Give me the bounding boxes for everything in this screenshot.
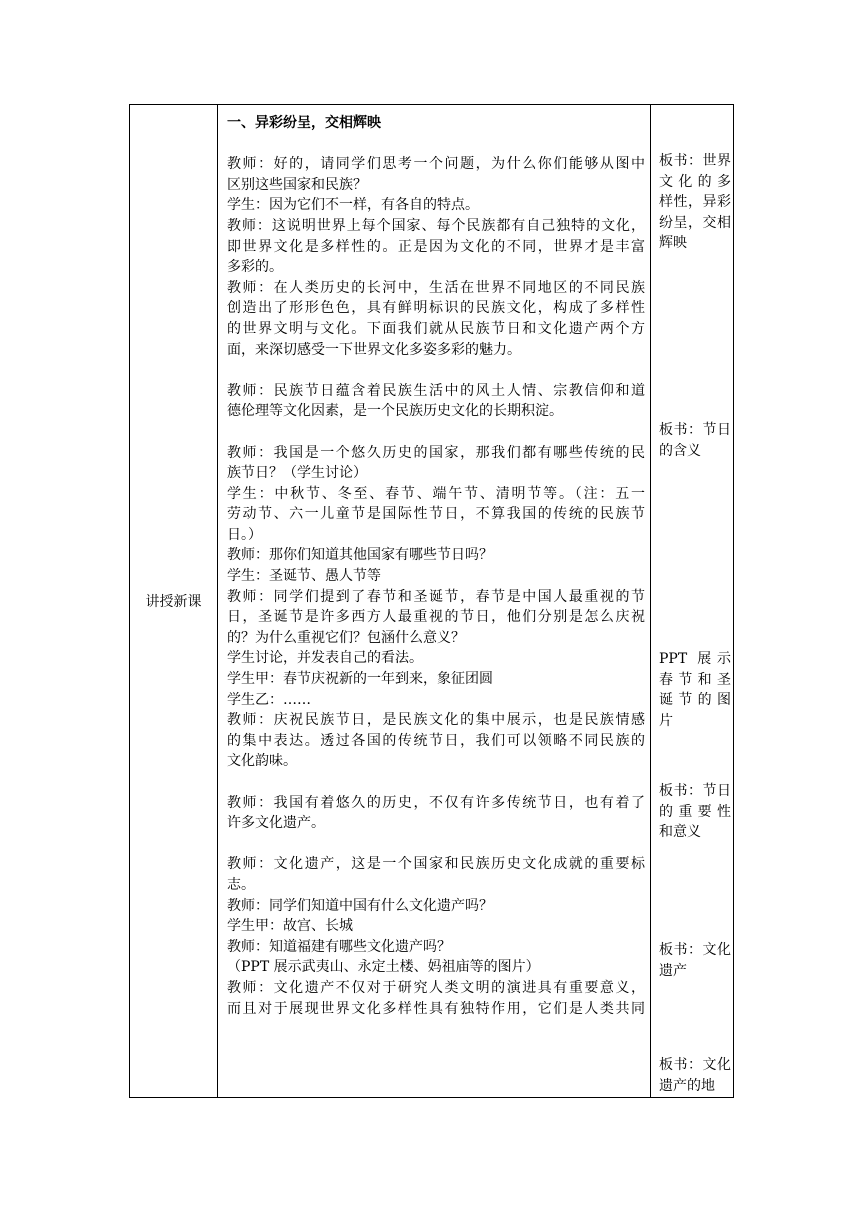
content-line: 创造出了形形色色，具有鲜明标识的民族文化，构成了多样性 bbox=[227, 300, 645, 317]
content-line: 区别这些国家和民族？ bbox=[227, 176, 367, 193]
board-note bbox=[659, 1055, 731, 1096]
content-line: 教师：我国是一个悠久历史的国家，那我们都有哪些传统的民 bbox=[227, 444, 645, 461]
content-line: 学生讨论，并发表自己的看法。 bbox=[227, 650, 423, 667]
board-note-line: 板书：节日 bbox=[659, 783, 731, 799]
board-note-line: 片 bbox=[659, 712, 673, 729]
board-note bbox=[659, 781, 731, 843]
blank-line bbox=[227, 772, 645, 793]
content-line: 学生甲：故宫、长城 bbox=[227, 918, 353, 935]
content-line: 即世界文化是多样性的。正是因为文化的不同，世界才是丰富 bbox=[227, 238, 645, 255]
content-line: 德伦理等文化因素，是一个民族历史文化的长期积淀。 bbox=[227, 403, 563, 420]
content-line: 教师：文化遗产，这是一个国家和民族历史文化成就的重要标 bbox=[227, 856, 645, 873]
blank-line bbox=[227, 834, 645, 855]
board-note-line: 遗产的地 bbox=[659, 1077, 715, 1094]
content-line: 教师：庆祝民族节日，是民族文化的集中展示，也是民族情感 bbox=[227, 712, 645, 729]
board-note-line: 春节和圣 bbox=[659, 671, 731, 688]
content-line: 学生：圣诞节、愚人节等 bbox=[227, 568, 381, 585]
content-line: 教师：民族节日蕴含着民族生活中的风土人情、宗教信仰和道 bbox=[227, 382, 645, 399]
blank-line bbox=[227, 422, 645, 443]
content-line: 教师：在人类历史的长河中，生活在世界不同地区的不同民族 bbox=[227, 279, 645, 296]
board-note-line: 纷呈，交相 bbox=[659, 214, 731, 231]
board-note-line: 样性，异彩 bbox=[659, 194, 731, 211]
content-line: 教师：这说明世界上每个国家、每个民族都有自己独特的文化， bbox=[227, 217, 645, 234]
content-line: 劳动节、六一儿童节是国际性节日，不算我国的传统的民族节 bbox=[227, 506, 645, 523]
section-heading: 一、异彩纷呈，交相辉映 bbox=[227, 115, 381, 131]
board-note-line: 诞节的图 bbox=[659, 692, 731, 709]
section-label-cell bbox=[130, 105, 217, 1097]
content-line: 学生：中秋节、冬至、春节、端午节、清明节等。（注：五一 bbox=[227, 485, 645, 502]
content-line: 志。 bbox=[227, 876, 255, 893]
content-line: 许多文化遗产。 bbox=[227, 815, 325, 832]
board-note-line: 板书：文化 bbox=[659, 942, 731, 958]
board-note-line: 文化的多 bbox=[659, 173, 731, 190]
content-line: 教师：知道福建有哪些文化遗产吗？ bbox=[227, 938, 451, 955]
teaching-content bbox=[227, 113, 645, 1019]
content-line: 学生：因为它们不一样，有各自的特点。 bbox=[227, 197, 479, 214]
board-note-line: 和意义 bbox=[659, 824, 701, 841]
content-line: 教师：我国有着悠久的历史，不仅有许多传统节日，也有着了 bbox=[227, 794, 645, 811]
content-line: 的集中表达。透过各国的传统节日，我们可以领略不同民族的 bbox=[227, 732, 645, 749]
content-line: 日，圣诞节是许多西方人最重视的节日，他们分别是怎么庆祝 bbox=[227, 609, 645, 626]
content-line: 教师：那你们知道其他国家有哪些节日吗？ bbox=[227, 547, 493, 564]
blank-line bbox=[227, 134, 645, 155]
board-note-line: 的重要性 bbox=[659, 803, 731, 820]
lesson-plan-table bbox=[129, 104, 734, 1098]
content-line: 多彩的。 bbox=[227, 259, 283, 276]
content-line: 文化韵味。 bbox=[227, 753, 297, 770]
content-line: 教师：文化遗产不仅对于研究人类文明的演进具有重要意义， bbox=[227, 979, 645, 996]
content-line: 教师：同学们知道中国有什么文化遗产吗？ bbox=[227, 897, 493, 914]
content-line: 学生乙：…… bbox=[227, 691, 311, 708]
board-note-line: 板书：文化 bbox=[659, 1057, 731, 1073]
content-line: 教师：好的，请同学们思考一个问题，为什么你们能够从图中 bbox=[227, 156, 645, 173]
board-note-line: 遗产 bbox=[659, 962, 687, 979]
board-note-line: 的含义 bbox=[659, 442, 701, 459]
board-note bbox=[659, 940, 731, 981]
board-note-line: 板书：世界 bbox=[659, 153, 731, 169]
column-divider bbox=[217, 105, 218, 1097]
content-line: 的？为什么重视它们？包涵什么意义？ bbox=[227, 629, 465, 646]
content-line: （PPT 展示武夷山、永定土楼、妈祖庙等的图片） bbox=[227, 959, 540, 976]
content-line: 学生甲：春节庆祝新的一年到来，象征团圆 bbox=[227, 671, 493, 688]
blank-line bbox=[227, 360, 645, 381]
board-note bbox=[659, 151, 731, 254]
content-line: 日。） bbox=[227, 526, 262, 543]
content-line: 而且对于展现世界文化多样性具有独特作用，它们是人类共同 bbox=[227, 1000, 645, 1017]
content-line: 的世界文明与文化。下面我们就从民族节日和文化遗产两个方 bbox=[227, 320, 645, 337]
content-line: 教师：同学们提到了春节和圣诞节，春节是中国人最重视的节 bbox=[227, 588, 645, 605]
board-note-line: PPT 展示 bbox=[659, 651, 731, 667]
board-note bbox=[659, 649, 731, 731]
board-note-line: 辉映 bbox=[659, 235, 687, 252]
column-divider bbox=[650, 105, 651, 1097]
content-line: 族节日？（学生讨论） bbox=[227, 465, 367, 482]
board-note-line: 板书：节日 bbox=[659, 422, 731, 438]
content-line: 面，来深切感受一下世界文化多姿多彩的魅力。 bbox=[227, 341, 521, 358]
section-label: 讲授新课 bbox=[145, 594, 202, 610]
board-note bbox=[659, 420, 731, 461]
